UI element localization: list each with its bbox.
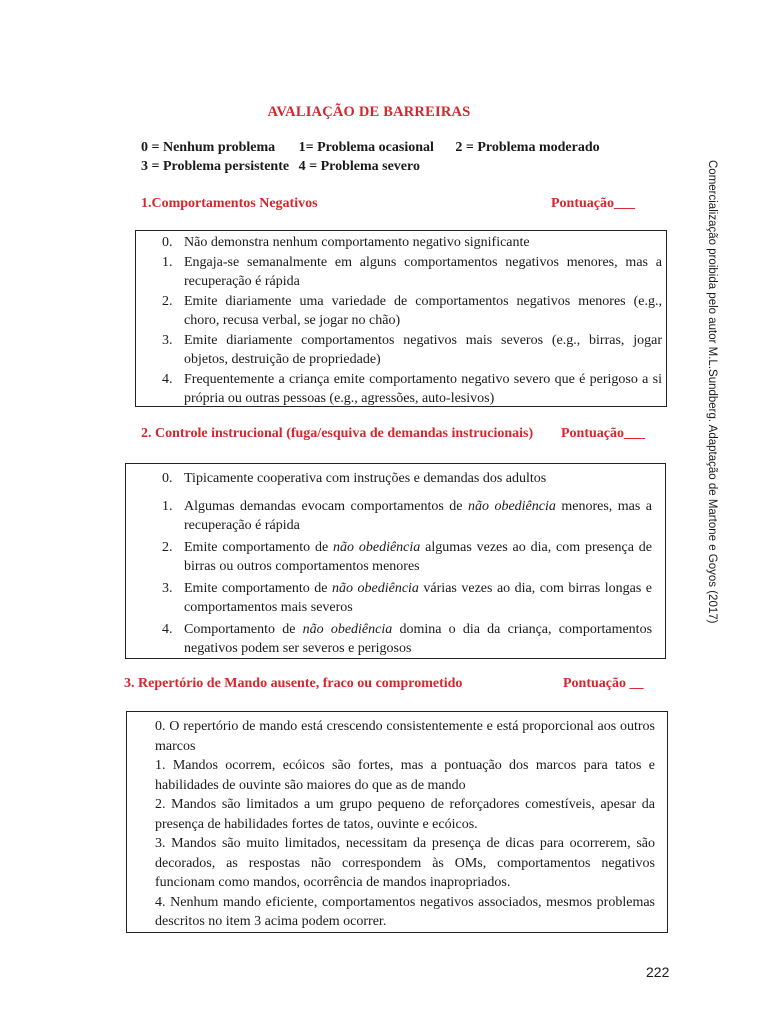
item-text: Não demonstra nenhum comportamento negativo significante [184,235,530,250]
list-item [162,497,652,536]
section2-box [125,463,666,659]
side-note-text: Comercialização proibida pelo autor M.L.Sundberg. Adaptação de Martone e Goyos (2017) [706,160,718,624]
item-text: Tipicamente cooperativa com instruções e demandas dos adultos [184,471,547,486]
page-title: AVALIAÇÃO DE BARREIRAS [267,104,471,120]
item-text-start: Emite comportamento de [184,580,333,596]
list-item [162,233,662,253]
emphasis-term: não obediência [332,580,419,596]
list-item [162,469,652,489]
item-text [184,497,652,536]
list-item: 0. O repertório de mando está crescendo consistentemente e está proporcional aos outros marcos [155,719,655,754]
list-item: 2. Mandos são limitados a um grupo pequeno de reforçadores comestíveis, apesar da presença de habilidades fortes de tatos, ouvinte e ecóicos. [155,797,655,832]
item-text [184,538,652,577]
section2-list [162,469,652,659]
list-item [162,370,662,409]
item-text: Engaja-se semanalmente em alguns comportamentos negativos menores, mas a recuperação é rápida [184,254,662,289]
item-number: 1. [162,498,173,514]
item-text-end: domina o dia da criança, comportamentos negativos podem ser severos e perigosos [184,621,653,656]
section1-box [135,230,667,407]
section2-score: Pontuação___ [561,426,645,441]
item-number: 2. [162,539,173,555]
item-text: Emite diariamente comportamentos negativos mais severos (e.g., birras, jogar objetos, destruição de propriedade) [184,332,662,367]
item-number: 4. [162,621,173,637]
list-item [162,538,652,577]
legend-2: 2 = Problema moderado [455,140,600,155]
item-text [184,579,652,618]
item-number: 1. [162,254,173,270]
item-text: Frequentemente a criança emite comportamento negativo severo que é perigoso a si própria ou outras pessoas (e.g., agressões, auto-lesivos) [184,371,662,406]
item-number: 3. [162,332,173,348]
legend-1: 1= Problema ocasional [298,140,434,155]
emphasis-term: não obediência [302,621,393,637]
emphasis-term: não obediência [467,498,556,514]
page-number: 222 [646,964,670,980]
section3-heading: 3. Repertório de Mando ausente, fraco ou comprometido [124,676,463,691]
score-legend [141,138,600,176]
section2-heading: 2. Controle instrucional (fuga/esquiva de demandas instrucionais) [141,426,534,441]
item-number: 0. [162,235,173,250]
list-item [162,620,652,659]
list-item: 1. Mandos ocorrem, ecóicos são fortes, mas a pontuação dos marcos para tatos e habilidades de ouvinte são maiores do que as de mando [155,758,655,793]
emphasis-term: não obediência [333,539,421,555]
legend-0: 0 = Nenhum problema [141,140,276,155]
item-text-end: algumas vezes ao dia, com presença de birras ou outros comportamentos menores [184,539,652,574]
section3-list [155,717,655,932]
list-item [162,331,662,370]
item-number: 4. [162,371,173,387]
item-text [184,620,652,659]
list-item [162,292,662,331]
item-text-start: Algumas demandas evocam comportamentos de [184,498,468,514]
section1-score: Pontuação___ [551,196,635,211]
item-text-end: menores, mas a recuperação é rápida [184,498,652,533]
list-item [162,579,652,618]
item-text-start: Emite comportamento de [184,539,334,555]
item-text: Emite diariamente uma variedade de comportamentos negativos menores (e.g., choro, recusa verbal, se jogar no chão) [184,293,662,328]
item-text-start: Comportamento de [184,621,303,637]
item-text-end: várias vezes ao dia, com birras longas e comportamentos mais severos [184,580,652,615]
section3-box [126,711,668,933]
legend-3: 3 = Problema persistente [141,159,290,174]
list-item: 3. Mandos são muito limitados, necessitam da presença de dicas para ocorrerem, são decorados, as respostas não correspondem às OMs, comportamentos negativos funcionam como mandos, ocorrência de mandos inapropriados. [155,836,655,890]
section1-heading: 1.Comportamentos Negativos [141,196,318,211]
list-item: 4. Nenhum mando eficiente, comportamentos negativos associados, mesmos problemas descritos no item 3 acima podem ocorrer. [155,894,655,929]
section1-list [162,233,662,409]
item-number: 2. [162,293,173,309]
list-item [162,253,662,292]
item-number: 0. [162,471,173,486]
legend-4: 4 = Problema severo [298,159,420,174]
section3-score: Pontuação __ [563,676,644,691]
item-number: 3. [162,580,173,596]
side-copyright-note [704,160,720,630]
